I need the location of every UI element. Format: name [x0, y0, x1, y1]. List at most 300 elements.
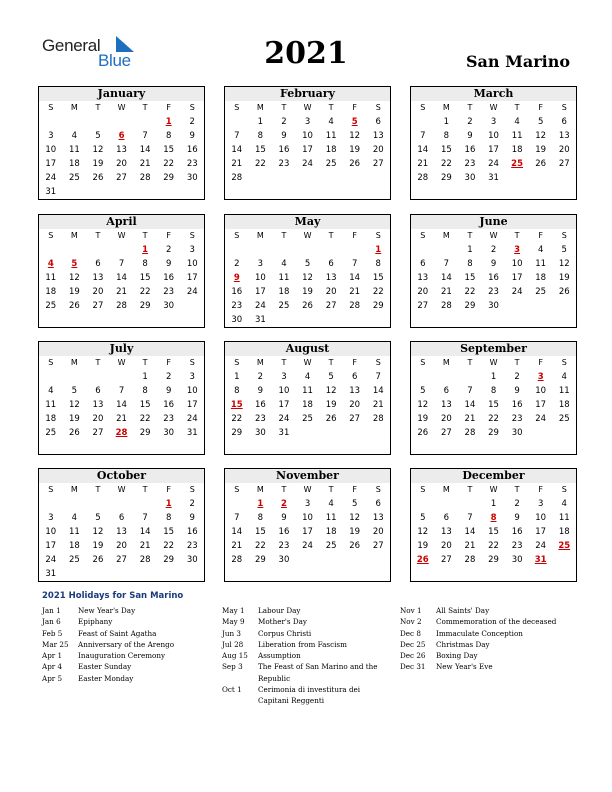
weekday-label: S	[561, 485, 567, 494]
holiday-name: New Year's Day	[78, 606, 136, 615]
day-cell: 9	[257, 386, 264, 396]
holiday-day-cell: 4	[47, 259, 54, 269]
day-cell: 2	[165, 372, 172, 382]
empty-day-cell	[180, 313, 204, 327]
empty-day-cell	[296, 567, 320, 581]
weekday-label: T	[142, 485, 148, 494]
empty-day-cell	[319, 553, 343, 567]
empty-day-cell	[86, 567, 110, 581]
day-cell: 11	[325, 131, 337, 141]
week-row	[225, 143, 390, 157]
day-cell: 26	[535, 159, 547, 169]
day-cell: 18	[558, 527, 570, 537]
day-cell: 6	[118, 513, 125, 523]
empty-day-cell	[157, 185, 181, 199]
weekday-label: T	[467, 485, 473, 494]
holiday-date: Nov 2	[400, 617, 422, 627]
day-cell: 5	[351, 499, 358, 509]
empty-day-cell	[225, 440, 249, 454]
day-cell: 6	[443, 386, 450, 396]
holiday-name: Inauguration Ceremony	[78, 651, 166, 661]
day-cell: 4	[561, 499, 567, 509]
day-cell: 17	[535, 400, 547, 410]
holiday-date: Dec 25	[400, 639, 426, 649]
weekday-label: F	[166, 231, 171, 240]
holiday-day-cell: 1	[375, 245, 382, 255]
empty-day-cell	[458, 440, 482, 454]
day-cell: 29	[163, 555, 175, 565]
weekday-label: S	[234, 231, 240, 240]
day-cell: 14	[231, 145, 243, 155]
empty-day-cell	[458, 185, 482, 199]
weekday-label: M	[256, 485, 264, 494]
day-cell: 11	[68, 527, 80, 537]
day-cell: 13	[558, 131, 570, 141]
day-cell: 10	[535, 386, 547, 396]
empty-day-cell	[411, 497, 435, 511]
empty-day-cell	[529, 299, 553, 313]
day-cell: 16	[511, 527, 523, 537]
day-cell: 3	[537, 499, 544, 509]
day-cell: 24	[535, 414, 547, 424]
empty-day-cell	[63, 313, 87, 327]
holiday-day-cell: 5	[71, 259, 78, 269]
day-cell: 11	[278, 273, 290, 283]
day-cell: 3	[304, 499, 311, 509]
day-cell: 2	[165, 245, 172, 255]
empty-day-cell	[63, 567, 87, 581]
weekday-label: W	[117, 103, 126, 112]
day-cell: 13	[372, 131, 384, 141]
weekday-label: S	[375, 103, 381, 112]
weekday-header-row	[411, 101, 576, 115]
weekday-header-row	[225, 483, 390, 497]
week-row	[225, 384, 390, 398]
weekday-label: M	[256, 358, 264, 367]
empty-day-cell	[39, 440, 63, 454]
day-cell: 31	[278, 428, 290, 438]
holiday-item	[42, 605, 212, 616]
empty-day-cell	[86, 313, 110, 327]
week-row	[39, 185, 204, 199]
holiday-name: Easter Sunday	[78, 662, 132, 672]
empty-day-cell	[505, 440, 529, 454]
day-cell: 6	[95, 386, 101, 396]
holiday-name: Boxing Day	[436, 651, 478, 661]
day-cell: 1	[443, 117, 450, 127]
holiday-item	[222, 650, 392, 661]
empty-day-cell	[366, 426, 390, 440]
empty-day-cell	[458, 497, 482, 511]
day-cell: 8	[142, 386, 148, 396]
empty-day-cell	[39, 313, 63, 327]
holiday-date: Nov 1	[400, 606, 422, 615]
day-cell: 15	[139, 400, 151, 410]
weekday-label: M	[442, 358, 450, 367]
empty-day-cell	[110, 370, 134, 384]
day-cell: 22	[254, 159, 266, 169]
empty-day-cell	[110, 115, 134, 129]
empty-day-cell	[296, 243, 320, 257]
week-row	[39, 157, 204, 171]
empty-day-cell	[552, 440, 576, 454]
empty-day-cell	[411, 440, 435, 454]
week-row	[411, 299, 576, 313]
day-cell: 6	[420, 259, 426, 269]
empty-day-cell	[86, 243, 110, 257]
day-cell: 8	[443, 131, 450, 141]
day-cell: 30	[231, 315, 243, 325]
day-cell: 22	[231, 414, 243, 424]
weekday-label: F	[166, 103, 171, 112]
day-cell: 19	[68, 287, 80, 297]
day-cell: 15	[464, 273, 476, 283]
weekday-label: T	[281, 103, 287, 112]
empty-day-cell	[366, 440, 390, 454]
month-june	[410, 214, 577, 328]
weekday-label: S	[189, 231, 195, 240]
day-cell: 11	[558, 386, 570, 396]
holiday-item	[222, 684, 392, 707]
day-cell: 17	[254, 287, 266, 297]
day-cell: 28	[417, 173, 429, 183]
empty-day-cell	[110, 243, 134, 257]
empty-day-cell	[319, 243, 343, 257]
day-cell: 3	[189, 245, 195, 255]
day-cell: 11	[45, 400, 57, 410]
day-cell: 12	[302, 273, 313, 283]
logo-text-general: General	[42, 36, 101, 55]
day-cell: 28	[139, 173, 151, 183]
weekday-label: S	[375, 485, 381, 494]
weekday-header-row	[39, 356, 204, 370]
day-cell: 14	[440, 273, 452, 283]
day-cell: 15	[254, 145, 266, 155]
holiday-day-cell: 6	[118, 131, 125, 141]
week-row	[39, 299, 204, 313]
day-cell: 25	[325, 541, 337, 551]
month-july	[38, 341, 205, 455]
weekday-label: T	[142, 358, 148, 367]
day-cell: 16	[278, 145, 290, 155]
day-cell: 18	[558, 400, 570, 410]
day-cell: 18	[45, 414, 57, 424]
weekday-label: W	[489, 485, 498, 494]
day-cell: 28	[231, 173, 243, 183]
week-row	[39, 497, 204, 511]
day-cell: 10	[302, 131, 313, 141]
empty-day-cell	[157, 313, 181, 327]
weekday-label: T	[95, 231, 101, 240]
holiday-day-cell: 1	[142, 245, 149, 255]
empty-day-cell	[296, 171, 320, 185]
day-cell: 19	[535, 145, 547, 155]
holiday-item	[400, 628, 570, 639]
day-cell: 2	[189, 499, 195, 509]
empty-day-cell	[86, 185, 110, 199]
day-cell: 20	[92, 287, 104, 297]
day-cell: 30	[511, 428, 523, 438]
weekday-header-row	[411, 356, 576, 370]
day-cell: 9	[165, 259, 172, 269]
day-cell: 21	[116, 414, 127, 424]
week-row	[411, 285, 576, 299]
empty-day-cell	[366, 553, 390, 567]
day-cell: 27	[417, 301, 429, 311]
day-cell: 30	[511, 555, 523, 565]
day-cell: 3	[48, 131, 54, 141]
day-cell: 29	[372, 301, 384, 311]
day-cell: 25	[68, 173, 80, 183]
month-title: October	[39, 469, 204, 483]
day-cell: 29	[139, 428, 151, 438]
month-march	[410, 86, 577, 200]
month-january	[38, 86, 205, 200]
day-cell: 30	[464, 173, 476, 183]
empty-day-cell	[343, 171, 367, 185]
day-cell: 9	[189, 513, 195, 523]
day-cell: 17	[186, 273, 198, 283]
day-cell: 26	[417, 428, 429, 438]
day-cell: 18	[535, 273, 547, 283]
week-row	[411, 398, 576, 412]
weekday-label: T	[95, 358, 101, 367]
day-cell: 1	[234, 372, 240, 382]
day-cell: 5	[71, 386, 78, 396]
country-name: San Marino	[465, 52, 570, 71]
empty-day-cell	[180, 440, 204, 454]
day-cell: 20	[440, 541, 452, 551]
day-cell: 27	[372, 541, 384, 551]
day-cell: 22	[372, 287, 384, 297]
day-cell: 28	[116, 301, 127, 311]
empty-day-cell	[552, 567, 576, 581]
day-cell: 11	[558, 513, 570, 523]
day-cell: 10	[535, 513, 547, 523]
day-cell: 18	[68, 159, 80, 169]
holiday-day-cell: 25	[511, 159, 524, 169]
empty-day-cell	[39, 370, 63, 384]
day-cell: 17	[488, 145, 499, 155]
holiday-day-cell: 3	[537, 372, 544, 382]
weekday-label: S	[234, 358, 240, 367]
week-row	[411, 243, 576, 257]
week-row	[225, 115, 390, 129]
day-cell: 25	[68, 555, 80, 565]
weekday-label: F	[166, 358, 171, 367]
empty-day-cell	[552, 426, 576, 440]
holiday-date: Dec 31	[400, 662, 426, 672]
weekday-header-row	[39, 101, 204, 115]
empty-day-cell	[249, 243, 273, 257]
empty-day-cell	[343, 313, 367, 327]
empty-day-cell	[39, 497, 63, 511]
holiday-day-cell: 9	[233, 273, 240, 283]
day-cell: 17	[186, 400, 198, 410]
holiday-date: Jan 1	[42, 606, 61, 615]
day-cell: 25	[325, 159, 337, 169]
day-cell: 10	[45, 145, 57, 155]
day-cell: 21	[139, 541, 151, 551]
day-cell: 12	[92, 527, 104, 537]
week-row	[39, 143, 204, 157]
week-row	[411, 257, 576, 271]
holiday-item	[222, 616, 392, 627]
holiday-item	[42, 639, 212, 650]
holiday-date: Jul 28	[222, 639, 244, 649]
empty-day-cell	[529, 440, 553, 454]
week-row	[225, 171, 390, 185]
day-cell: 18	[511, 145, 523, 155]
week-row	[39, 129, 204, 143]
day-cell: 22	[488, 541, 499, 551]
empty-day-cell	[366, 313, 390, 327]
holiday-date: Apr 5	[42, 673, 63, 683]
day-cell: 2	[514, 499, 520, 509]
day-cell: 21	[464, 541, 476, 551]
day-cell: 18	[68, 541, 80, 551]
weekday-label: F	[352, 358, 357, 367]
day-cell: 7	[142, 131, 148, 141]
week-row	[39, 426, 204, 440]
day-cell: 6	[351, 372, 358, 382]
empty-day-cell	[343, 426, 367, 440]
weekday-label: T	[467, 103, 473, 112]
weekday-label: S	[189, 358, 195, 367]
empty-day-cell	[296, 313, 320, 327]
day-cell: 21	[139, 159, 151, 169]
day-cell: 10	[186, 259, 198, 269]
day-cell: 14	[372, 386, 384, 396]
day-cell: 26	[325, 414, 337, 424]
weekday-label: W	[303, 485, 312, 494]
day-cell: 2	[281, 117, 287, 127]
empty-day-cell	[529, 185, 553, 199]
week-row	[225, 398, 390, 412]
day-cell: 24	[186, 414, 198, 424]
day-cell: 16	[254, 400, 266, 410]
week-row	[225, 257, 390, 271]
day-cell: 2	[189, 117, 195, 127]
day-cell: 26	[68, 301, 80, 311]
day-cell: 9	[467, 131, 473, 141]
day-cell: 9	[514, 386, 520, 396]
day-cell: 1	[490, 372, 497, 382]
weekday-label: S	[420, 103, 426, 112]
month-title: February	[225, 87, 390, 101]
weekday-label: S	[189, 485, 195, 494]
holiday-name: Assumption	[258, 651, 301, 661]
day-cell: 8	[165, 513, 172, 523]
day-cell: 5	[95, 513, 101, 523]
holiday-day-cell: 1	[257, 499, 264, 509]
day-cell: 15	[488, 527, 499, 537]
day-cell: 2	[257, 372, 264, 382]
weekday-label: S	[561, 103, 567, 112]
day-cell: 7	[467, 513, 473, 523]
holiday-name: Christmas Day	[436, 639, 490, 649]
holiday-name: Mother's Day	[258, 617, 307, 627]
week-row	[411, 567, 576, 581]
day-cell: 19	[92, 159, 104, 169]
day-cell: 8	[467, 259, 473, 269]
week-row	[411, 511, 576, 525]
day-cell: 5	[537, 117, 544, 127]
empty-day-cell	[110, 313, 134, 327]
week-row	[39, 370, 204, 384]
day-cell: 10	[488, 131, 499, 141]
day-cell: 19	[68, 414, 80, 424]
day-cell: 24	[302, 541, 313, 551]
week-row	[225, 285, 390, 299]
holiday-name: Immaculate Conception	[436, 628, 523, 638]
holiday-day-cell: 8	[490, 513, 497, 523]
week-row	[39, 271, 204, 285]
holiday-date: Feb 5	[42, 628, 63, 638]
holiday-item	[42, 650, 212, 661]
empty-day-cell	[411, 313, 435, 327]
holiday-name: Epiphany	[78, 617, 113, 627]
empty-day-cell	[63, 243, 87, 257]
day-cell: 10	[511, 259, 523, 269]
weekday-label: T	[328, 103, 334, 112]
week-row	[39, 440, 204, 454]
day-cell: 8	[234, 386, 240, 396]
holiday-date: Dec 26	[400, 651, 426, 661]
day-cell: 31	[488, 173, 499, 183]
weekday-label: S	[420, 358, 426, 367]
holiday-name: All Saints' Day	[436, 606, 490, 615]
empty-day-cell	[86, 370, 110, 384]
holiday-day-cell: 1	[165, 117, 172, 127]
day-cell: 23	[511, 414, 523, 424]
day-cell: 5	[561, 245, 567, 255]
day-cell: 30	[254, 428, 266, 438]
empty-day-cell	[435, 440, 459, 454]
day-cell: 16	[511, 400, 523, 410]
month-april	[38, 214, 205, 328]
empty-day-cell	[319, 440, 343, 454]
holiday-item	[400, 605, 570, 616]
day-cell: 14	[349, 273, 361, 283]
day-cell: 21	[231, 541, 243, 551]
weekday-label: T	[328, 485, 334, 494]
month-title: April	[39, 215, 204, 229]
day-cell: 14	[116, 400, 127, 410]
day-cell: 17	[302, 145, 313, 155]
holiday-date: Oct 1	[222, 685, 242, 695]
day-cell: 4	[71, 513, 78, 523]
day-cell: 28	[464, 555, 476, 565]
day-cell: 28	[372, 414, 384, 424]
empty-day-cell	[63, 185, 87, 199]
holiday-item	[222, 639, 392, 650]
empty-day-cell	[552, 313, 576, 327]
empty-day-cell	[296, 426, 320, 440]
weekday-label: W	[489, 358, 498, 367]
day-cell: 3	[189, 372, 195, 382]
weekday-label: M	[70, 485, 78, 494]
day-cell: 30	[186, 173, 198, 183]
day-cell: 5	[95, 131, 101, 141]
week-row	[39, 412, 204, 426]
day-cell: 27	[92, 301, 104, 311]
day-cell: 29	[231, 428, 243, 438]
holiday-name: Easter Monday	[78, 673, 134, 683]
holiday-date: Aug 15	[222, 651, 248, 661]
day-cell: 21	[440, 287, 452, 297]
day-cell: 17	[302, 527, 313, 537]
